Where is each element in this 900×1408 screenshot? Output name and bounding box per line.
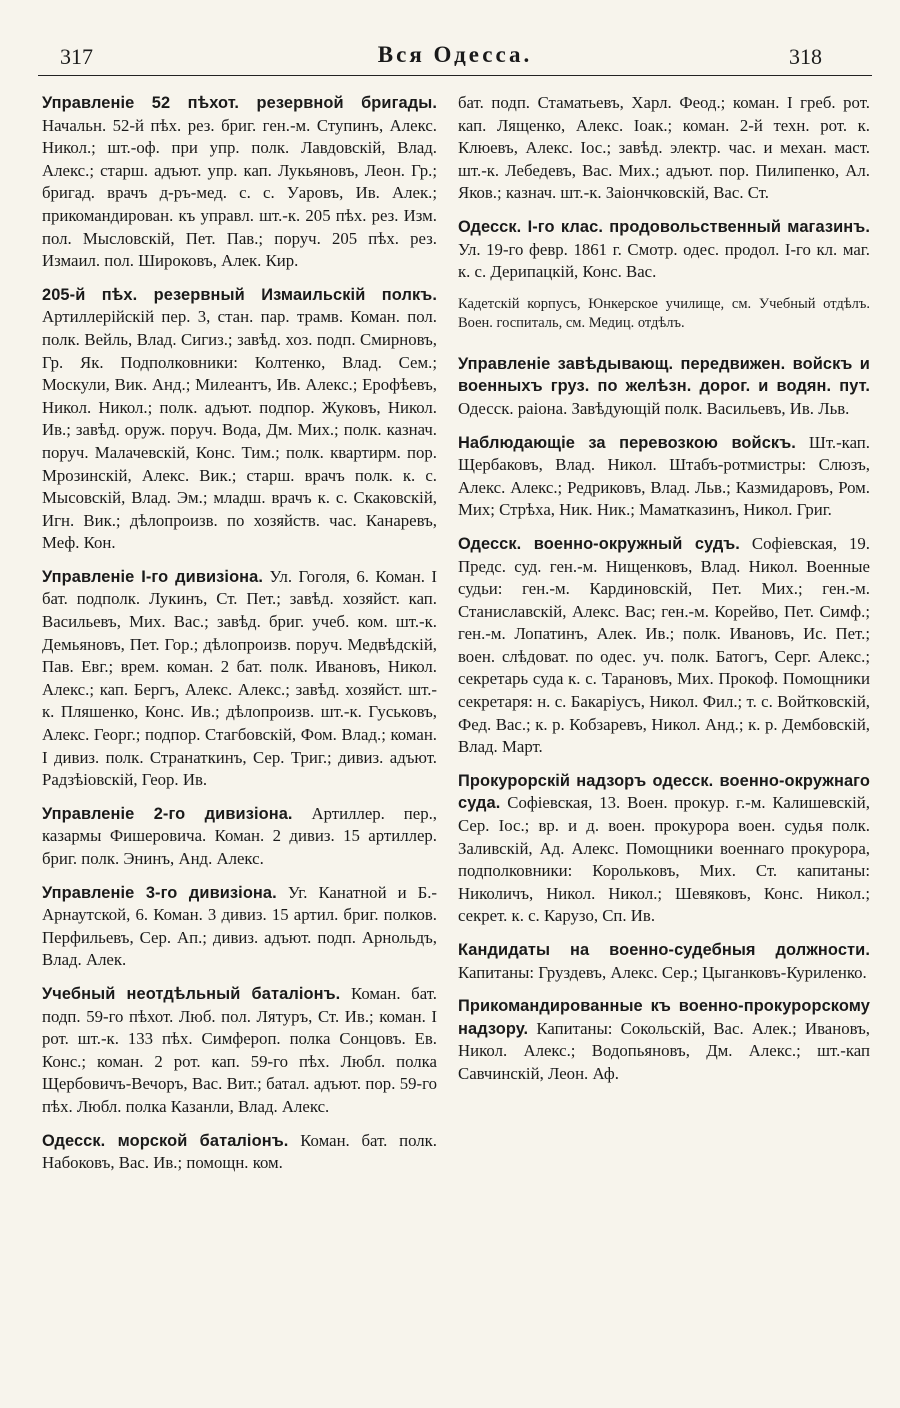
directory-entry	[458, 216, 870, 284]
entry-heading: Учебный неотдѣльный баталіонъ.	[42, 984, 341, 1003]
right-column	[458, 92, 870, 1397]
entry-text: Ул. 19-го февр. 1861 г. Смотр. одес. продол. I-го кл. маг. к. с. Дерипацкій, Конс. Вас.	[458, 239, 870, 282]
header-rule	[38, 75, 872, 76]
cross-reference-note: Кадетскій корпусъ, Юнкерское училище, см. Учебный отдѣлъ. Воен. госпиталь, см. Медиц. отдѣлъ.	[458, 295, 870, 331]
entry-text: бат. подп. Стаматьевъ, Харл. Феод.; коман. I греб. рот. кап. Лященко, Алекс. Іоак.; коман. 2-й техн. рот. к. Клюевъ, Алекс. Іос.; завѣд. электр. час. и механ. маст. шт.-к. Лебедевъ, Вас. Мих.; адъют. пор. Пилипенко, Ал. Яков.; казнач. шт.-к. Заіончковскій, Вас. Ст.	[458, 93, 870, 203]
directory-entry	[458, 533, 870, 759]
directory-entry	[42, 284, 437, 555]
page-number-left: 317	[60, 44, 93, 69]
entry-text: Артиллерійскій пер. 3, стан. пар. трамв. Коман. пол. полк. Вейль, Влад. Сигиз.; завѣд. хоз. подп. Смирновъ, Гр. Як. Подполковники: Колтенко, Влад. Сем.; Москули, Вик. Анд.; Милеантъ, Ив. Алекс.; Ерофѣевъ, Никол. Никол.; полк. адъют. подпор. Жуковъ, Никол. Ив.; завѣд. оруж. поруч. Вода, Дм. Мих.; полк. казнач. поруч. Малачевскій, Конс. Тим.; полк. квартирм. пор. Мрозинскій, Алекс. Вик.; старш. врачъ полк. к. с. Мысовскій, Влад. Эм.; младш. врачъ к. с. Скаковскій, Игн. Вик.; дѣлопроизв. по хозяйств. час. Канаревъ, Меф. Кон.	[42, 307, 437, 553]
entry-text: Начальн. 52-й пѣх. рез. бриг. ген.-м. Ступинъ, Алекс. Никол.; шт.-оф. при упр. полк. Лавдовскій, Влад. Алекс.; старш. адъют. упр. кап. Лукьяновъ, Леон. Гр.; бригад. врачъ д-ръ-мед. с. с. Уаровъ, Ив. Алек.; прикомандирован. къ управл. шт.-к. 205 пѣх. рез. Изм. пол. Мысловскій, Пет. Пав.; поруч. 205 пѣх. рез. Измаил. пол. Широковъ, Алек. Кир.	[42, 115, 437, 271]
page-number-right: 318	[789, 44, 822, 69]
entry-heading: Одесск. военно-окружный судъ.	[458, 534, 740, 553]
directory-entry	[458, 995, 870, 1085]
entry-heading: Одесск. I-го клас. продовольственный магазинъ.	[458, 217, 870, 236]
entry-heading: Управленіе 2-го дивизіона.	[42, 804, 293, 823]
entry-text: Шт.-кап. Щербаковъ, Влад. Никол. Штабъ-ротмистры: Слюзъ, Алекс. Алекс.; Редриковъ, Влад. Льв.; Казмидаровъ, Ром. Мих; Стрѣха, Ник. Ник.; Маматказинъ, Никол. Григ.	[458, 432, 870, 520]
entry-heading: Прокурорскій надзоръ одесск. военно-окружнаго суда.	[458, 771, 870, 813]
directory-entry	[458, 939, 870, 984]
entry-heading: Управленіе 3-го дивизіона.	[42, 883, 277, 902]
directory-entry	[458, 432, 870, 522]
directory-entry	[42, 566, 437, 792]
entry-text: Уг. Канатной и Б.-Арнаутской, 6. Коман. 3 дивиз. 15 артил. бриг. полков. Перфильевъ, Сер. Ап.; дивиз. адъют. подп. Арнольдъ, Влад. Алек.	[42, 882, 437, 970]
entry-text: Коман. бат. полк. Набоковъ, Вас. Ив.; помощн. ком.	[42, 1130, 437, 1173]
entry-heading: Управленіе завѣдывающ. передвижен. войскъ и военныхъ груз. по желѣзн. дорог. и водян. пут.	[458, 354, 870, 396]
entry-text: Ул. Гоголя, 6. Коман. I бат. подполк. Лукинъ, Ст. Пет.; завѣд. хозяйст. кап. Васильевъ, Мих. Вас.; завѣд. бриг. учеб. ком. шт.-к. Демьяновъ, Пет. Гор.; дѣлопроизв. поруч. Медвѣдскій, Пав. Евг.; врем. коман. 2 бат. полк. Ивановъ, Никол. Алекс.; кап. Бергъ, Алекс. Алекс.; завѣд. хозяйст. шт.-к. Пляшенко, Конс. Ив.; дѣлопроизв. шт.-к. Гуськовъ, Алекс. Георг.; подпор. Стагбовскій, Фом. Влад.; коман. I дивиз. полк. Странаткинъ, Сер. Триг.; дивиз. адъют. Радзѣіовскій, Геор. Ив.	[42, 566, 437, 790]
entry-text: Коман. бат. подп. 59-го пѣхот. Люб. пол. Лятуръ, Ст. Ив.; коман. I рот. шт.-к. 133 пѣх. Симфероп. полка Сонцовъ. Ев. Конс.; коман. 2 рот. кап. 59-го пѣх. Любл. полка Щербовичъ-Вечоръ, Вас. Вит.; батал. адъют. пор. 59-го пѣх. Любл. полка Казанли, Влад. Алекс.	[42, 983, 437, 1116]
entry-text: Софіевская, 13. Воен. прокур. г.-м. Калишевскій, Сер. Іос.; вр. и д. воен. прокурора воен. судья полк. Заливскій, Ад. Алекс. Помощники военнаго прокурора, подполковники: Корольковъ, Мих. Ст. капитаны: Николичъ, Никол. Никол.; Шевяковъ, Конс. Никол.; секрет. к. с. Карузо, Сп. Ив.	[458, 793, 870, 926]
entry-text: Софіевская, 19. Предс. суд. ген.-м. Нищенковъ, Влад. Никол. Военные судьи: ген.-м. Кардиновскій, Пет. Мих.; ген.-м. Станиславскій, Алекс. Вас; ген.-м. Корейво, Пет. Симф.; ген.-м. Лопатинъ, Алек. Ив.; полк. Ивановъ, Ис. Пет.; воен. слѣдоват. по одес. уч. полк. Батогъ, Серг. Алекс.; секретарь суда к. с. Тарановъ, Мих. Прокоф. Помощники секретаря: н. с. Бакаріусъ, Никол. Фил.; т. с. Войтковскій, Фед. Вас.; к. р. Кобзаревъ, Никол. Анд.; к. р. Дембовскій, Влад. Март.	[458, 533, 870, 757]
directory-entry	[42, 1130, 437, 1175]
running-title: Вся Одесса.	[377, 42, 533, 67]
entry-heading: Одесск. морской баталіонъ.	[42, 1131, 289, 1150]
page-header	[38, 40, 872, 76]
entry-heading: Наблюдающіе за перевозкою войскъ.	[458, 433, 796, 452]
entry-text: Артиллер. пер., казармы Фишеровича. Коман. 2 дивиз. 15 артиллер. бриг. полк. Энинъ, Анд. Алекс.	[42, 803, 437, 868]
entry-text: Капитаны: Груздевъ, Алекс. Сер.; Цыганковъ-Куриленко.	[458, 962, 867, 982]
directory-entry	[42, 882, 437, 972]
directory-entry	[42, 983, 437, 1119]
directory-entry	[42, 92, 437, 273]
directory-entry	[458, 353, 870, 421]
entry-heading: Управленіе 52 пѣхот. резервной бригады.	[42, 94, 437, 112]
directory-entry	[42, 803, 437, 871]
entry-heading: Управленіе I-го дивизіона.	[42, 567, 264, 586]
entry-heading: Кандидаты на военно-судебныя должности.	[458, 941, 870, 959]
directory-entry	[458, 770, 870, 928]
entry-heading: 205-й пѣх. резервный Измаильскій полкъ.	[42, 285, 437, 304]
entry-text: Одесск. раіона. Завѣдующій полк. Васильевъ, Ив. Льв.	[458, 398, 850, 418]
entry-text: Капитаны: Сокольскій, Вас. Алек.; Ивановъ, Никол. Алекс.; Водопьяновъ, Дм. Алекс.; шт.-кап Савчинскій, Леон. Аф.	[458, 1018, 870, 1083]
left-column	[42, 92, 437, 1397]
entry-heading: Прикомандированные къ военно-прокурорскому надзору.	[458, 997, 870, 1038]
directory-entry	[458, 92, 870, 205]
